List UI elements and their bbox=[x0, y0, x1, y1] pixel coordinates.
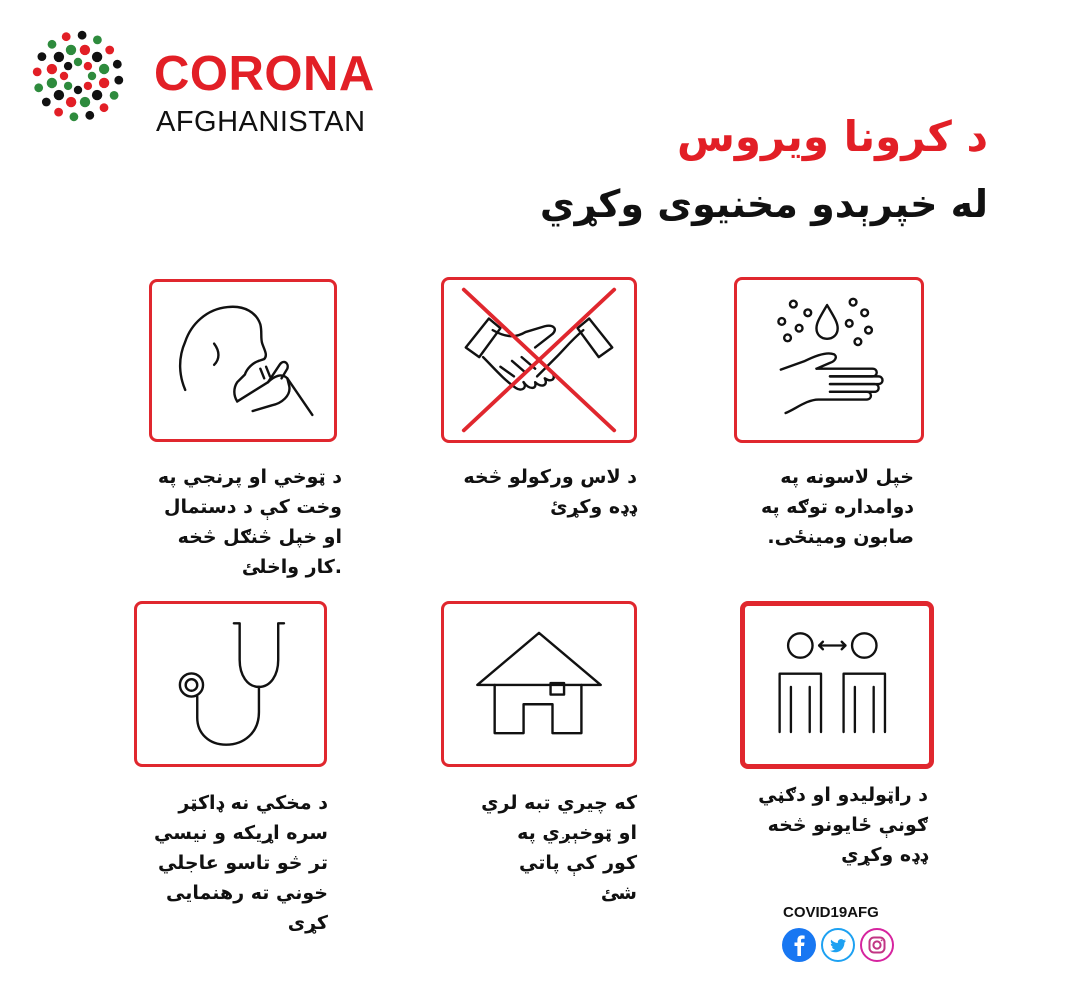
logo-dot bbox=[47, 78, 57, 88]
logo-dot bbox=[64, 82, 72, 90]
logo-dot bbox=[105, 46, 114, 55]
logo-dot bbox=[110, 91, 119, 100]
logo-dot bbox=[113, 60, 122, 69]
logo-dot bbox=[93, 36, 102, 45]
logo-dot bbox=[100, 103, 109, 112]
facebook-icon[interactable] bbox=[782, 928, 816, 962]
corona-logo-icon bbox=[26, 24, 130, 128]
tip-caption-handwashing: خپل لاسونه په دوامداره توګه په صابون ومینځی. bbox=[761, 466, 914, 548]
tip-caption-stay-home: که چیري تبه لري او ټوخېږي په کور کې پاتي شئ bbox=[481, 792, 637, 904]
stay-home-icon bbox=[444, 604, 634, 764]
twitter-icon[interactable] bbox=[821, 928, 855, 962]
social-handle: COVID19AFG bbox=[783, 904, 879, 921]
page-title: د کرونا ویروس bbox=[676, 112, 988, 161]
tip-card-no-handshake bbox=[441, 277, 637, 443]
tip-caption-stethoscope: د مخکي نه ډاکټر سره اړیکه و نیسي تر څو تاسو عاجلي خوني ته رهنمایی کړی bbox=[154, 792, 328, 934]
logo-dot bbox=[34, 83, 43, 92]
logo-dot bbox=[54, 52, 64, 62]
brand-title: CORONA bbox=[154, 47, 375, 101]
tip-caption-social-distance: د راټولیدو او دګڼي ګونې ځایونو څخه ډډه وکړي bbox=[758, 784, 928, 866]
tip-card-stethoscope bbox=[134, 601, 327, 767]
logo-dot bbox=[92, 52, 102, 62]
tip-caption-cough-elbow: د ټوخي او پرنجي په وخت کې د دستمال او خپل څنګل څخه .کار واخلئ bbox=[157, 466, 342, 578]
logo-dot bbox=[64, 62, 72, 70]
tip-card-handwashing bbox=[734, 277, 924, 443]
logo-dot bbox=[62, 32, 71, 41]
social-icons bbox=[782, 928, 897, 964]
logo-dot bbox=[88, 72, 96, 80]
logo-dot bbox=[54, 90, 64, 100]
instagram-icon[interactable] bbox=[860, 928, 894, 962]
social-distance-icon bbox=[745, 606, 929, 764]
logo-dot bbox=[114, 76, 123, 85]
handwashing-icon bbox=[737, 280, 921, 440]
logo-dot bbox=[38, 52, 47, 61]
logo-dot bbox=[66, 45, 76, 55]
logo-dot bbox=[99, 64, 109, 74]
logo-dot bbox=[33, 68, 42, 77]
tip-caption-no-handshake: د لاس ورکولو څخه ډډه وکړئ bbox=[463, 466, 637, 518]
logo-dot bbox=[66, 97, 76, 107]
tip-card-social-distance bbox=[740, 601, 934, 769]
logo-dot bbox=[80, 45, 90, 55]
brand-logo bbox=[26, 24, 386, 138]
tip-card-stay-home bbox=[441, 601, 637, 767]
logo-dot bbox=[47, 64, 57, 74]
logo-dot bbox=[85, 111, 94, 120]
stethoscope-icon bbox=[137, 604, 324, 764]
logo-dot bbox=[48, 40, 57, 49]
logo-dot bbox=[78, 31, 87, 40]
logo-dot bbox=[70, 112, 79, 121]
logo-dot bbox=[42, 98, 51, 107]
logo-dot bbox=[84, 62, 92, 70]
logo-dot bbox=[99, 78, 109, 88]
logo-dot bbox=[74, 58, 82, 66]
logo-dot bbox=[74, 86, 82, 94]
tip-card-cough-elbow bbox=[149, 279, 337, 442]
logo-dot bbox=[92, 90, 102, 100]
cough-into-elbow-icon bbox=[152, 282, 334, 439]
brand-subtitle: AFGHANISTAN bbox=[156, 106, 366, 138]
page-subtitle: له خپرېدو مخنیوی وکړي bbox=[539, 182, 988, 226]
logo-dot bbox=[54, 108, 63, 117]
logo-dot bbox=[80, 97, 90, 107]
logo-dot bbox=[84, 82, 92, 90]
logo-dot bbox=[60, 72, 68, 80]
no-handshake-icon bbox=[444, 280, 634, 440]
